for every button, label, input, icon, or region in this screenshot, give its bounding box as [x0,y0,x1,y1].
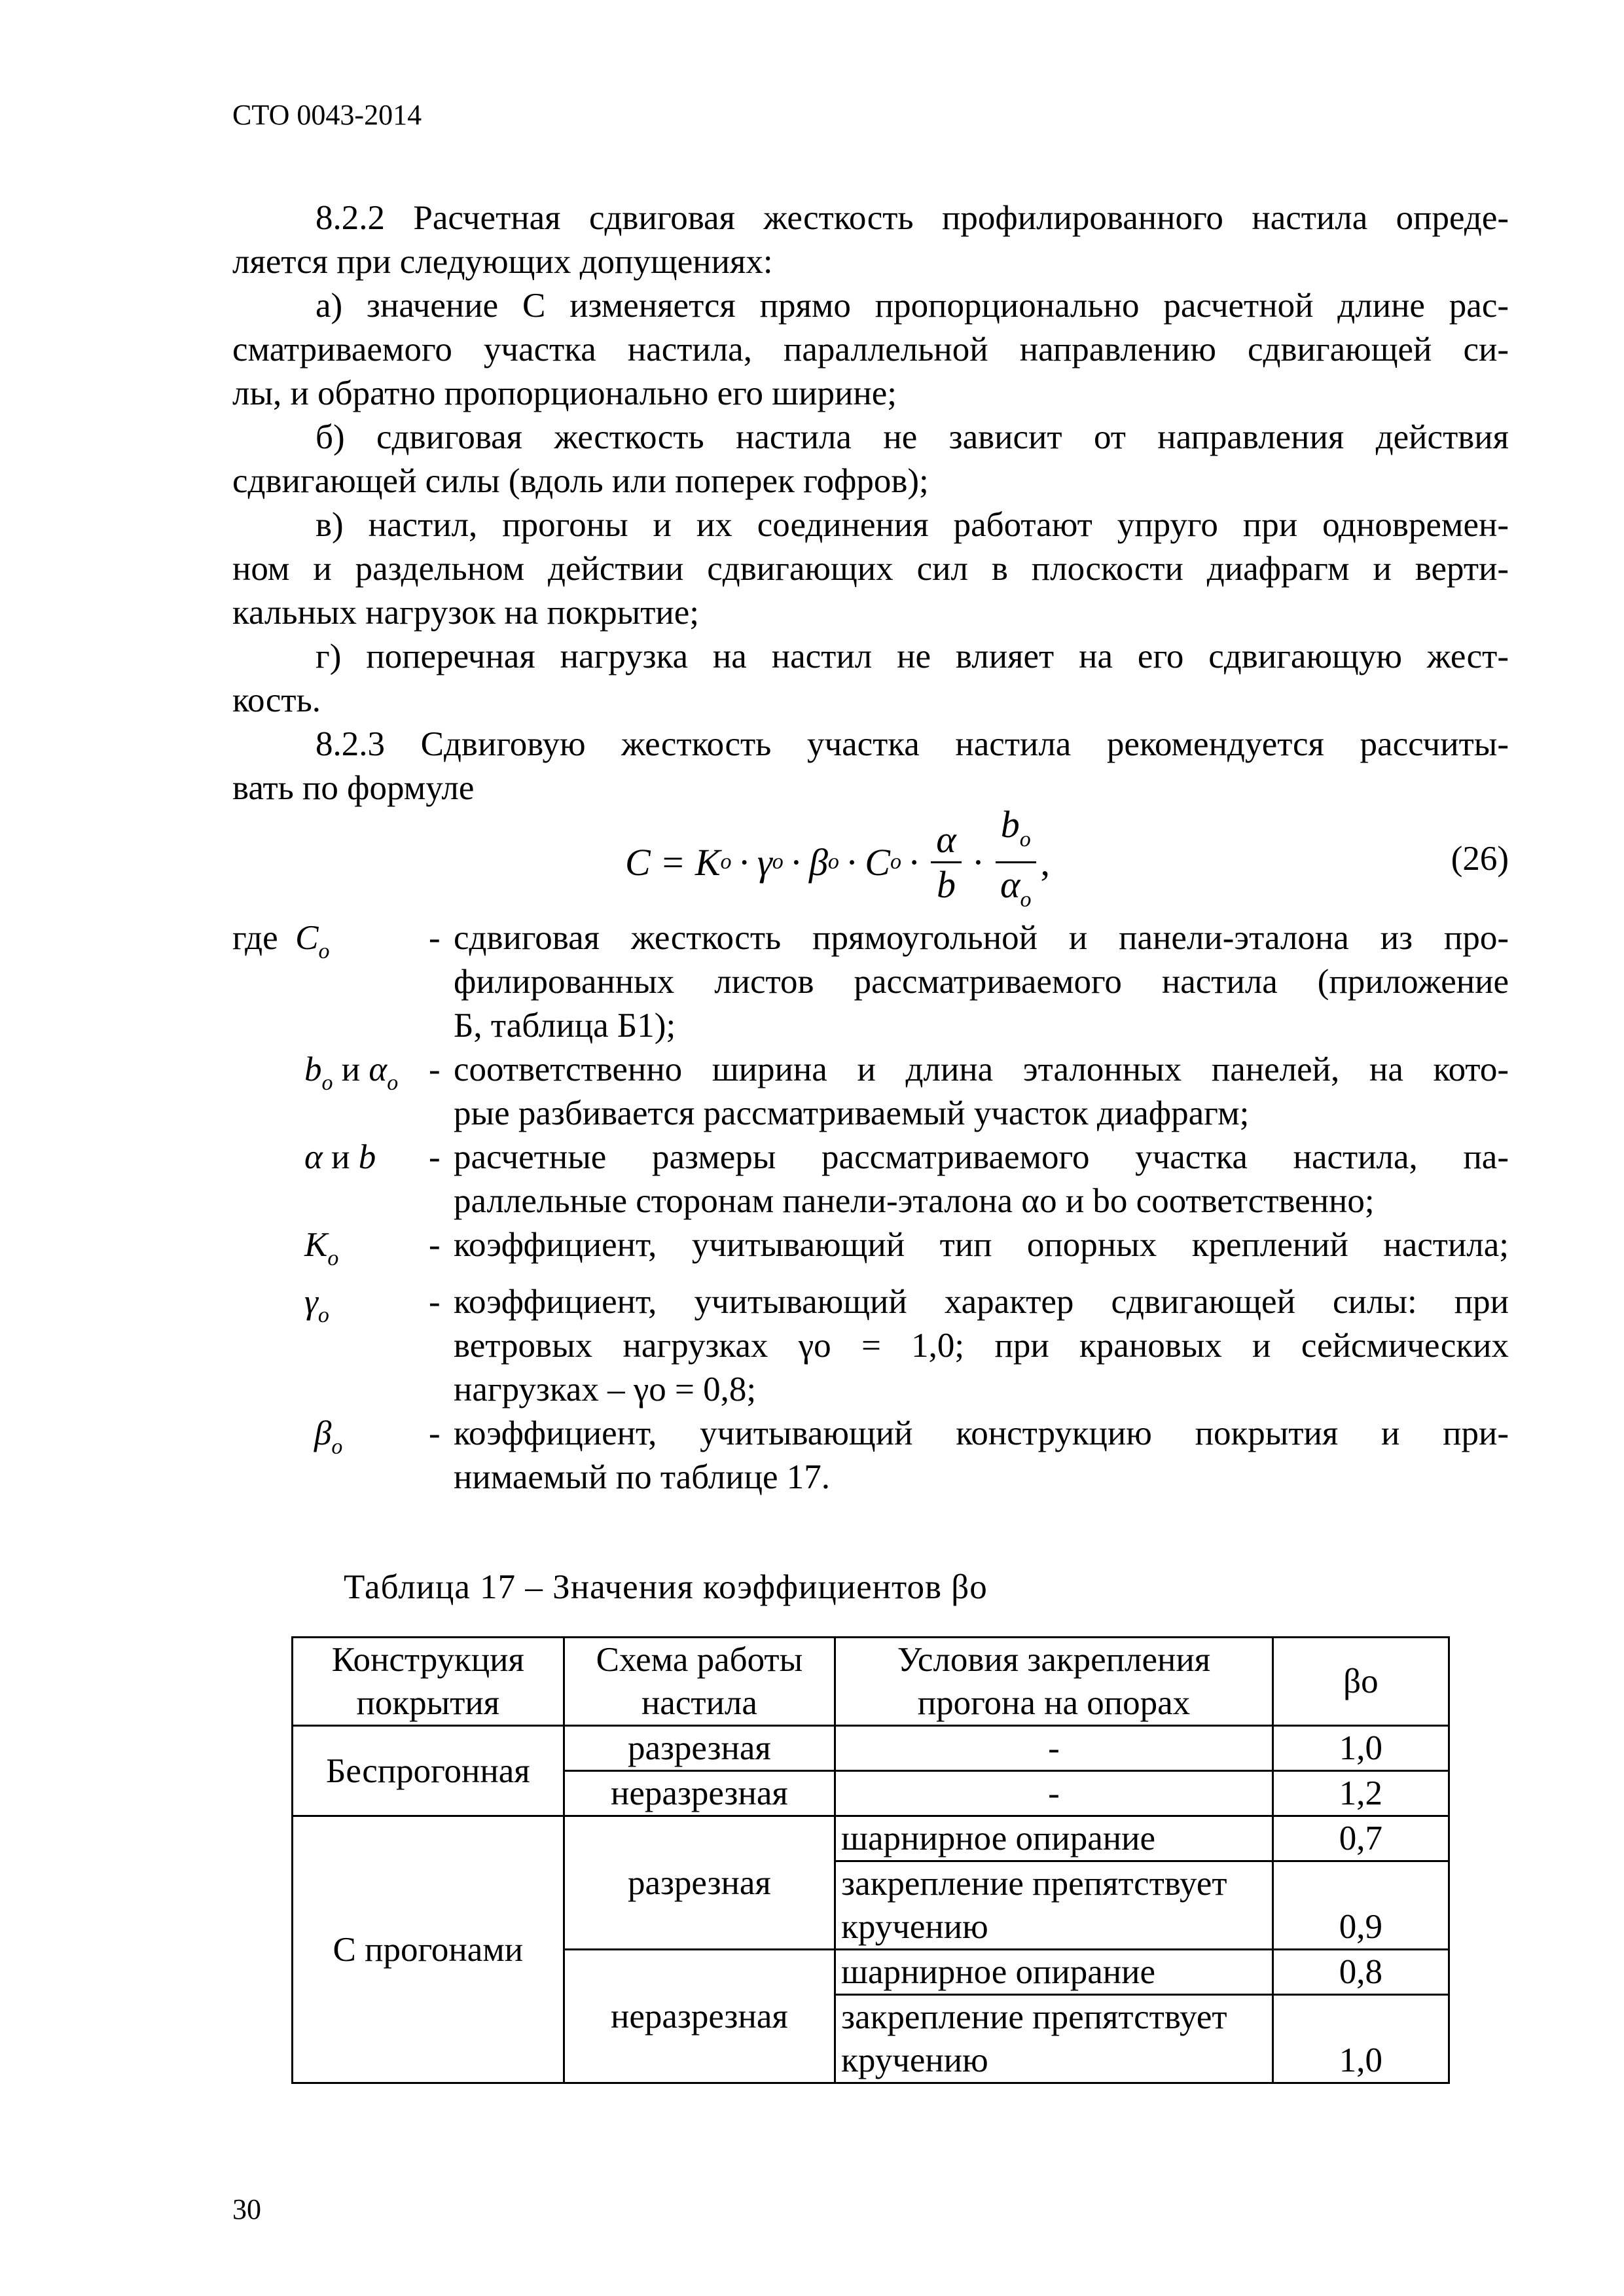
paragraph-line: 8.2.2 Расчетная сдвиговая жесткость профилированного настила опреде- [316,199,1509,237]
formula-sub: o [827,850,839,874]
definition-item [232,916,1509,1048]
fraction-denominator: $\alpha_o$ [1000,863,1032,912]
formula-dot: · [907,840,921,884]
cell-beta: 0,9 [1272,1861,1449,1950]
definition-term: $b_o$ и $\alpha_o$ [304,1050,399,1095]
formula-expression [625,800,1050,924]
definition-dash: - [429,1283,441,1321]
definition-dash: - [429,1226,441,1264]
definition-text: соответственно ширина и длина эталонных панелей, на кото- рые разбивается рассматриваемый участок диафрагм; [454,1050,1509,1132]
item-g-line: г) поперечная нагрузка на настил не влияет на его сдвигающую жест- [316,637,1509,675]
table-row [293,1816,1449,1861]
item-a-line: лы, и обратно пропорционально его ширине; [232,374,897,412]
definition-dash: - [429,1138,441,1176]
item-b-line: сдвигающей силы (вдоль или поперек гофров); [232,462,929,500]
item-v-line: ном и раздельном действии сдвигающих сил в плоскости диафрагм и верти- [232,550,1509,588]
equation-number: (26) [1451,840,1509,878]
header-scheme: Схема работы настила [564,1638,835,1726]
table-row [293,1726,1449,1771]
fraction-bo-alphao [995,803,1036,922]
item-v-line: в) настил, прогоны и их соединения работают упруго при одновремен- [316,506,1509,544]
formula-gamma: γ [757,840,772,884]
fraction-alpha-b [931,818,961,906]
fraction-denominator: b [936,863,956,906]
cell-scheme: неразрезная [564,1771,835,1816]
definition-text: коэффициент, учитывающий характер сдвигающей силы: при ветровых нагрузках γo = 1,0; при крановых и сейсмических нагрузках – γo = 0,8; [454,1283,1509,1408]
formula-26 [232,800,1509,924]
definition-item [232,1412,1509,1499]
formula-sub: o [772,850,784,874]
definition-item [232,1136,1509,1223]
cell-beta: 0,7 [1272,1816,1449,1861]
cell-group: Беспрогонная [293,1726,564,1816]
cell-beta: 1,0 [1272,1726,1449,1771]
cell-scheme: неразрезная [564,1950,835,2083]
fraction-numerator: α [931,818,961,863]
paragraph-line: ляется при следующих допущениях: [232,243,773,281]
beta-coefficients-table [291,1636,1450,2084]
header-beta: βo [1272,1638,1449,1726]
item-v-line: кальных нагрузок на покрытие; [232,594,699,632]
formula-dot: · [738,840,751,884]
definition-dash: - [429,1414,441,1452]
definition-dash: - [429,1050,441,1088]
item-a-line: сматриваемого участка настила, параллельной направлению сдвигающей си- [232,331,1509,368]
item-a-line: а) значение С изменяется прямо пропорционально расчетной длине рас- [316,287,1509,325]
cell-beta: 1,2 [1272,1771,1449,1816]
header-construction: Конструкция покрытия [293,1638,564,1726]
cell-beta: 1,0 [1272,1995,1449,2083]
formula-tail: , [1040,840,1050,884]
formula-dot: · [789,840,803,884]
item-g-line: кость. [232,681,321,719]
definition-item [232,1048,1509,1136]
cell-beta: 0,8 [1272,1950,1449,1995]
formula-c: C [865,840,890,884]
definition-text: коэффициент, учитывающий конструкцию покрытия и при- нимаемый по таблице 17. [454,1414,1509,1496]
item-b-line: б) сдвиговая жесткость настила не зависит от направления действия [316,418,1509,456]
definition-item [232,1280,1509,1412]
definition-term: $\gamma_o$ [304,1283,329,1327]
cell-condition: - [835,1726,1273,1771]
definition-term: где $C_o$ [232,919,330,963]
cell-condition: шарнирное опирание [835,1950,1273,1995]
page-number: 30 [232,2193,261,2225]
cell-group: С прогонами [293,1816,564,2083]
table-header-row [293,1638,1449,1726]
formula-sub: o [720,850,732,874]
formula-lhs: C = K [625,840,721,884]
fraction-numerator: $b_o$ [996,803,1036,863]
cell-scheme: разрезная [564,1726,835,1771]
definition-dash: - [429,919,441,957]
formula-dot: · [845,840,859,884]
header-conditions: Условия закрепления прогона на опорах [835,1638,1273,1726]
formula-dot: · [971,840,985,884]
definition-text: коэффициент, учитывающий тип опорных креплений настила; [454,1226,1509,1264]
formula-sub: o [890,850,901,874]
document-code: СТО 0043-2014 [232,99,422,131]
cell-condition: - [835,1771,1273,1816]
formula-beta: β [809,840,828,884]
section-8-2-2 [232,196,1509,810]
definitions-list [232,916,1509,1499]
definition-item [232,1223,1509,1280]
table-caption: Таблица 17 – Значения коэффициентов βo [344,1568,988,1606]
definition-text: сдвиговая жесткость прямоугольной и панели-эталона из про- филированных листов рассматриваемого настила (приложение Б, таблица Б1); [454,919,1509,1045]
cell-scheme: разрезная [564,1816,835,1950]
definition-text: расчетные размеры рассматриваемого участка настила, па- раллельные сторонам панели-эталона αo и bo соответственно; [454,1138,1509,1220]
definition-term: $\beta_o$ [314,1414,343,1459]
cell-condition: закрепление препятствует кручению [835,1861,1273,1950]
definition-term: α и b [304,1138,376,1176]
definition-term: $K_o$ [304,1226,339,1270]
section-8-2-3-line: вать по формуле [232,769,475,807]
cell-condition: закрепление препятствует кручению [835,1995,1273,2083]
cell-condition: шарнирное опирание [835,1816,1273,1861]
section-8-2-3-line: 8.2.3 Сдвиговую жесткость участка настила рекомендуется рассчиты- [316,725,1509,763]
